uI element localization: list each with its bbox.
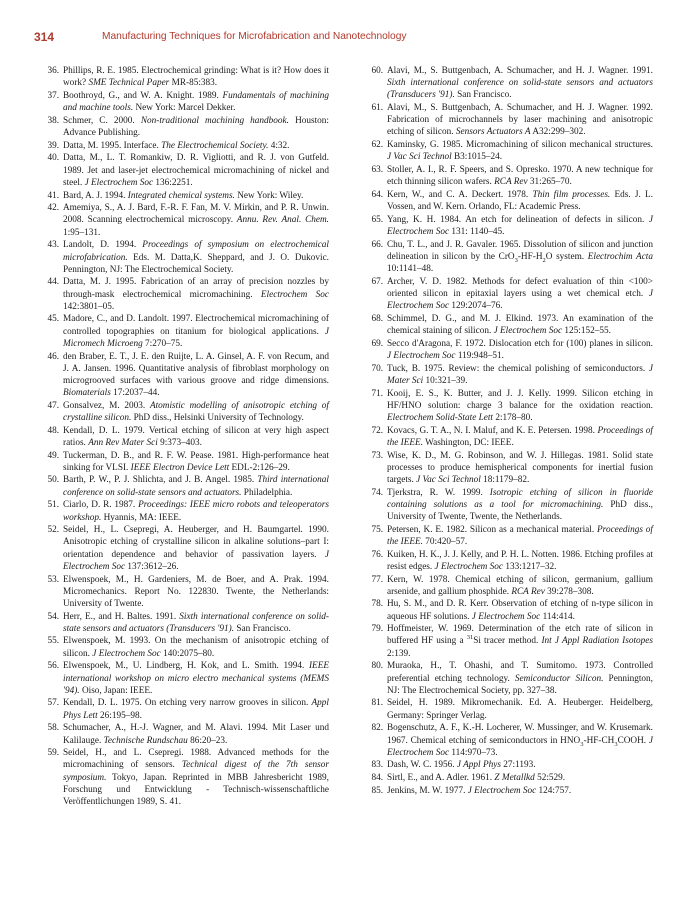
reference-item	[34, 747, 329, 808]
reference-item	[34, 190, 329, 202]
reference-text: Chu, T. L., and J. R. Gavaler. 1965. Dissolution of silicon and junction delineation in silicon by the $CrO_3-HF-H_2O$ system. Electrochim Acta 10:1141–48.	[387, 239, 653, 275]
reference-text: Elwenspoek, M., U. Lindberg, H. Kok, and L. Smith. 1994. IEEE international workshop on micro electro mechanical systems (MEMS '94). Oiso, Japan: IEEE.	[63, 661, 329, 696]
reference-text: Sirtl, E., and A. Adler. 1961. Z Metallkd 52:529.	[387, 773, 566, 784]
reference-text: Hoffmeister, W. 1969. Determination of the etch rate of silicon in buffered HF using a $^{31}$Si tracer method. Int J Appl Radiation Isotopes 2:139.	[387, 624, 654, 659]
reference-text: Kern, W. 1978. Chemical etching of silicon, germanium, gallium arsenide, and gallium phosphide. RCA Rev 39:278–308.	[387, 574, 653, 597]
reference-number: 70.	[371, 363, 383, 374]
reference-number: 74.	[371, 487, 383, 498]
reference-text: Bard, A. J. 1994. Integrated chemical systems. New York: Wiley.	[63, 190, 304, 201]
reference-number: 80.	[371, 661, 383, 672]
reference-number: 73.	[371, 450, 383, 461]
reference-number: 63.	[371, 165, 383, 176]
reference-text: Kendall, D. L. 1975. On etching very narrow grooves in silicon. Appl Phys Lett 26:195–98.	[63, 698, 329, 721]
reference-number: 61.	[371, 103, 383, 114]
reference-number: 72.	[371, 425, 383, 436]
reference-number: 43.	[47, 240, 59, 251]
reference-item	[34, 239, 329, 275]
reference-item	[34, 474, 329, 498]
reference-text: Schimmel, D. G., and M. J. Elkind. 1973. An examination of the chemical staining of silicon. J Electrochem Soc 125:152–55.	[387, 313, 653, 337]
reference-item	[358, 772, 653, 784]
reference-text: Ciarlo, D. R. 1987. Proceedings: IEEE micro robots and teleoperators workshop. Hyannis, MA: IEEE.	[63, 500, 329, 523]
reference-item	[358, 363, 653, 387]
reference-item	[34, 450, 329, 474]
reference-number: 46.	[47, 351, 59, 362]
reference-number: 41.	[47, 190, 59, 201]
reference-text: Datta, M. 1995. Interface. The Electrochemical Society. 4:32.	[63, 140, 290, 151]
reference-text: Herr, E., and H. Baltes. 1991. Sixth international conference on solid-state sensors and actuators (Transducers '91). San Francisco.	[63, 611, 329, 634]
reference-number: 67.	[371, 276, 383, 287]
reference-item	[34, 660, 329, 696]
reference-text: Madore, C., and D. Landolt. 1997. Electrochemical micromachining of controlled topographies on titanium for biological applications. J Micromech Microeng 7:270–75.	[63, 314, 329, 349]
reference-number: 79.	[371, 624, 383, 635]
reference-item	[34, 152, 329, 188]
reference-item	[34, 202, 329, 238]
reference-number: 76.	[371, 549, 383, 560]
reference-text: Alavi, M., S. Buttgenbach, A. Schumacher, and H. J. Wagner. 1991. Sixth international conference on solid-state sensors and actuators (Transducers '91). San Francisco.	[387, 66, 653, 101]
reference-item	[358, 139, 653, 163]
reference-number: 37.	[47, 90, 59, 101]
reference-number: 62.	[371, 140, 383, 151]
reference-item	[34, 524, 329, 573]
reference-number: 66.	[371, 239, 383, 250]
reference-text: Seidel, H., and L. Csepregi. 1988. Advanced methods for the micromachining of sensors. Technical digest of the 7th sensor symposium. Tokyo, Japan. Reprinted in MBB Jahresbericht 1989, Forschung und Entwicklung - Technisch-wissenschaftliche Veröffentlichungen 1989, S. 41.	[63, 748, 330, 807]
reference-number: 39.	[47, 140, 59, 151]
reference-number: 52.	[47, 525, 59, 536]
reference-number: 71.	[371, 388, 383, 399]
reference-number: 81.	[371, 698, 383, 709]
reference-number: 55.	[47, 636, 59, 647]
reference-number: 59.	[47, 748, 59, 759]
reference-item	[358, 450, 653, 486]
reference-text: Muraoka, H., T. Ohashi, and T. Sumitomo. 1973. Controlled preferential etching technology. Semiconductor Silicon. Pennington, NJ: The Electrochemical Society, pp. 327–38.	[387, 661, 653, 696]
reference-text: Datta, M. J. 1995. Fabrication of an array of precision nozzles by through-mask electrochemical micromachining. Electrochem Soc 142:3801–05.	[63, 277, 329, 312]
reference-item	[358, 239, 653, 275]
reference-number: 69.	[371, 338, 383, 349]
references-column-right	[358, 65, 653, 798]
reference-number: 48.	[47, 425, 59, 436]
reference-number: 58.	[47, 723, 59, 734]
reference-item	[358, 697, 653, 721]
reference-number: 82.	[371, 723, 383, 734]
reference-item	[358, 574, 653, 598]
reference-number: 83.	[371, 760, 383, 771]
reference-text: Landolt, D. 1994. Proceedings of symposium on electrochemical microfabrication. Eds. M. Datta,K. Sheppard, and J. O. Dukovic. Pennington, NJ: The Electrochemical Society.	[63, 240, 329, 275]
reference-item	[34, 499, 329, 523]
reference-text: Schumacher, A., H.-J. Wagner, and M. Alavi. 1994. Mit Laser und Kalilauge. Technische Rundschau 86:20–23.	[63, 723, 329, 746]
running-title: Manufacturing Techniques for Microfabrication and Nanotechnology	[102, 31, 407, 42]
reference-item	[358, 660, 653, 696]
reference-number: 84.	[371, 773, 383, 784]
reference-number: 77.	[371, 574, 383, 585]
reference-text: Tuck, B. 1975. Review: the chemical polishing of semiconductors. J Mater Sci 10:321–39.	[387, 363, 653, 386]
reference-number: 36.	[47, 66, 59, 76]
reference-item	[358, 623, 653, 659]
references-column-left	[34, 65, 329, 809]
reference-item	[358, 65, 653, 101]
reference-number: 47.	[47, 400, 59, 411]
reference-item	[358, 164, 653, 188]
reference-item	[34, 140, 329, 152]
reference-text: Gonsalvez, M. 2003. Atomistic modelling of anisotropic etching of crystalline silicon. PhD diss., Helsinki University of Technology.	[63, 400, 329, 423]
reference-text: Datta, M., L. T. Romankiw, D. R. Vigliotti, and R. J. von Gutfeld. 1989. Jet and laser-jet electrochemical micromachining of nickel and steel. J Electrochem Soc 136:2251.	[63, 153, 329, 188]
reference-text: Phillips, R. E. 1985. Electrochemical grinding: What is it? How does it work? SME Technical Paper MR-85:383.	[63, 66, 329, 89]
reference-number: 78.	[371, 599, 383, 610]
reference-item	[34, 90, 329, 114]
reference-number: 85.	[371, 785, 383, 796]
reference-text: Barth, P. W., P. J. Shlichta, and J. B. Angel. 1985. Third international conference on solid-state sensors and actuators. Philadelphia.	[63, 475, 329, 498]
reference-item	[358, 598, 653, 622]
reference-item	[34, 611, 329, 635]
reference-item	[358, 189, 653, 213]
reference-text: Seidel, H., L. Csepregi, A. Heuberger, and H. Baumgartel. 1990. Anisotropic etching of crystalline silicon in alkaline solutions–part I: orientation dependence and behavior of passivation layers. J Electrochem Soc 137:3612–26.	[63, 525, 329, 572]
reference-item	[34, 425, 329, 449]
reference-item	[34, 697, 329, 721]
reference-number: 65.	[371, 214, 383, 225]
reference-text: Petersen, K. E. 1982. Silicon as a mechanical material. Proceedings of the IEEE. 70:420–57.	[387, 524, 653, 547]
reference-item	[34, 400, 329, 424]
reference-text: Bogenschutz, A. F., K.-H. Locherer, W. Mussinger, and W. Krusemark. 1967. Chemical etching of semiconductors in $HNO_3-HF-CH_3COOH$. J Electrochem Soc 114:970–73.	[387, 723, 654, 758]
reference-item	[358, 313, 653, 337]
reference-number: 42.	[47, 203, 59, 214]
reference-text: Alavi, M., S. Buttgenbach, A. Schumacher, and H. J. Wagner. 1992. Fabrication of microchannels by laser machining and anisotropic etching of silicon. Sensors Actuators A A32:299–302.	[387, 103, 653, 138]
reference-text: Elwenspoek, M. 1993. On the mechanism of anisotropic etching of silicon. J Electrochem Soc 140:2075–80.	[63, 636, 329, 659]
reference-text: den Braber, E. T., J. E. den Ruijte, L. A. Ginsel, A. F. von Recum, and J. A. Jansen. 1996. Quantitative analysis of fibroblast morphology on microgrooved surfaces with various groove and ridge dimensions. Biomaterials 17:2037–44.	[63, 351, 329, 398]
reference-item	[358, 388, 653, 424]
reference-text: Elwenspoek, M., H. Gardeniers, M. de Boer, and A. Prak. 1994. Micromechanics. Report No. 122830. Twente, the Netherlands: University of Twente.	[63, 574, 329, 609]
reference-text: Tuckerman, D. B., and R. F. W. Pease. 1981. High-performance heat sinking for VLSI. IEEE Electron Device Lett EDL-2:126–29.	[63, 450, 329, 473]
reference-number: 51.	[47, 500, 59, 511]
reference-text: Boothroyd, G., and W. A. Knight. 1989. Fundamentals of machining and machine tools. New York: Marcel Dekker.	[63, 90, 330, 114]
reference-number: 56.	[47, 661, 59, 672]
reference-number: 45.	[47, 314, 59, 325]
reference-item	[358, 487, 653, 523]
reference-item	[358, 759, 653, 771]
reference-text: Yang, K. H. 1984. An etch for delineation of defects in silicon. J Electrochem Soc 131: 1140–45.	[387, 214, 653, 237]
reference-number: 68.	[371, 313, 383, 324]
reference-number: 38.	[47, 115, 59, 126]
reference-number: 49.	[47, 450, 59, 461]
reference-text: Dash, W. C. 1956. J Appl Phys 27:1193.	[387, 760, 536, 771]
reference-item	[34, 65, 329, 89]
reference-item	[34, 313, 329, 349]
reference-text: Kovacs, G. T. A., N. I. Maluf, and K. E. Petersen. 1998. Proceedings of the IEEE. Washington, DC: IEEE.	[387, 425, 653, 448]
reference-item	[358, 425, 653, 449]
reference-text: Jenkins, M. W. 1977. J Electrochem Soc 124:757.	[387, 785, 572, 796]
reference-item	[34, 722, 329, 746]
reference-text: Kaminsky, G. 1985. Micromachining of silicon mechanical structures. J Vac Sci Technol B3:1015–24.	[387, 140, 653, 163]
reference-number: 40.	[47, 153, 59, 164]
reference-item	[358, 102, 653, 138]
reference-text: Archer, V. D. 1982. Methods for defect evaluation of thin <100> oriented silicon in epitaxial layers using a wet chemical etch. J Electrochem Soc 129:2074–76.	[387, 276, 653, 312]
reference-text: Stoller, A. I., R. F. Speers, and S. Opresko. 1970. A new technique for etch thinning silicon wafers. RCA Rev 31:265–70.	[387, 165, 653, 188]
reference-text: Amemiya, S., A. J. Bard, F.-R. F. Fan, M. V. Mirkin, and P. R. Unwin. 2008. Scanning electrochemical microscopy. Annu. Rev. Anal. Chem. 1:95–131.	[63, 203, 329, 238]
page-number: 314	[34, 30, 55, 44]
reference-number: 53.	[47, 574, 59, 585]
reference-number: 50.	[47, 475, 59, 486]
reference-text: Kendall, D. L. 1979. Vertical etching of silicon at very high aspect ratios. Ann Rev Mater Sci 9:373–403.	[63, 425, 329, 448]
reference-text: Kooij, E. S., K. Butter, and J. J. Kelly. 1999. Silicon etching in HF/HNO solution: charge 3 balance for the oxidation reaction. Electrochem Solid-State Lett 2:178–80.	[387, 388, 653, 423]
reference-number: 60.	[371, 66, 383, 76]
reference-item	[358, 785, 653, 797]
reference-item	[34, 574, 329, 610]
reference-text: Schmer, C. 2000. Non-traditional machining handbook. Houston: Advance Publishing.	[63, 115, 329, 138]
reference-text: Wise, K. D., M. G. Robinson, and W. J. Hillegas. 1981. Solid state processes to produce hemispherical components for inertial fusion targets. J Vac Sci Technol 18:1179–82.	[387, 450, 653, 485]
reference-text: Secco d'Aragona, F. 1972. Dislocation etch for (100) planes in silicon. J Electrochem Soc 119:948–51.	[387, 338, 653, 361]
page-header	[34, 30, 662, 48]
reference-number: 54.	[47, 611, 59, 622]
reference-number: 64.	[371, 189, 383, 200]
reference-item	[34, 276, 329, 312]
reference-text: Tjerkstra, R. W. 1999. Isotropic etching of silicon in fluoride containing solutions as a tool for micromachining. PhD diss., University of Twente, Twente, the Netherlands.	[387, 487, 653, 522]
reference-item	[358, 549, 653, 573]
reference-item	[358, 722, 653, 758]
reference-text: Kern, W., and C. A. Deckert. 1978. Thin film processes. Eds. J. L. Vossen, and W. Kern. Orlando, FL: Academic Press.	[387, 189, 654, 213]
reference-text: Hu, S. M., and D. R. Kerr. Observation of etching of n-type silicon in aqueous HF solutions. J Electrochem Soc 114:414.	[387, 599, 653, 622]
reference-item	[358, 338, 653, 362]
reference-number: 44.	[47, 277, 59, 288]
reference-text: Seidel, H. 1989. Mikromechanik. Ed. A. Heuberger. Heidelberg, Germany: Springer Verlag.	[387, 698, 653, 721]
reference-number: 75.	[371, 524, 383, 535]
reference-item	[358, 214, 653, 238]
reference-item	[358, 276, 653, 312]
reference-item	[34, 351, 329, 400]
reference-text: Kuiken, H. K., J. J. Kelly, and P. H. L. Notten. 1986. Etching profiles at resist edges. J Electrochem Soc 133:1217–32.	[387, 549, 653, 572]
reference-item	[34, 115, 329, 139]
reference-number: 57.	[47, 698, 59, 709]
reference-item	[34, 635, 329, 659]
reference-item	[358, 524, 653, 548]
